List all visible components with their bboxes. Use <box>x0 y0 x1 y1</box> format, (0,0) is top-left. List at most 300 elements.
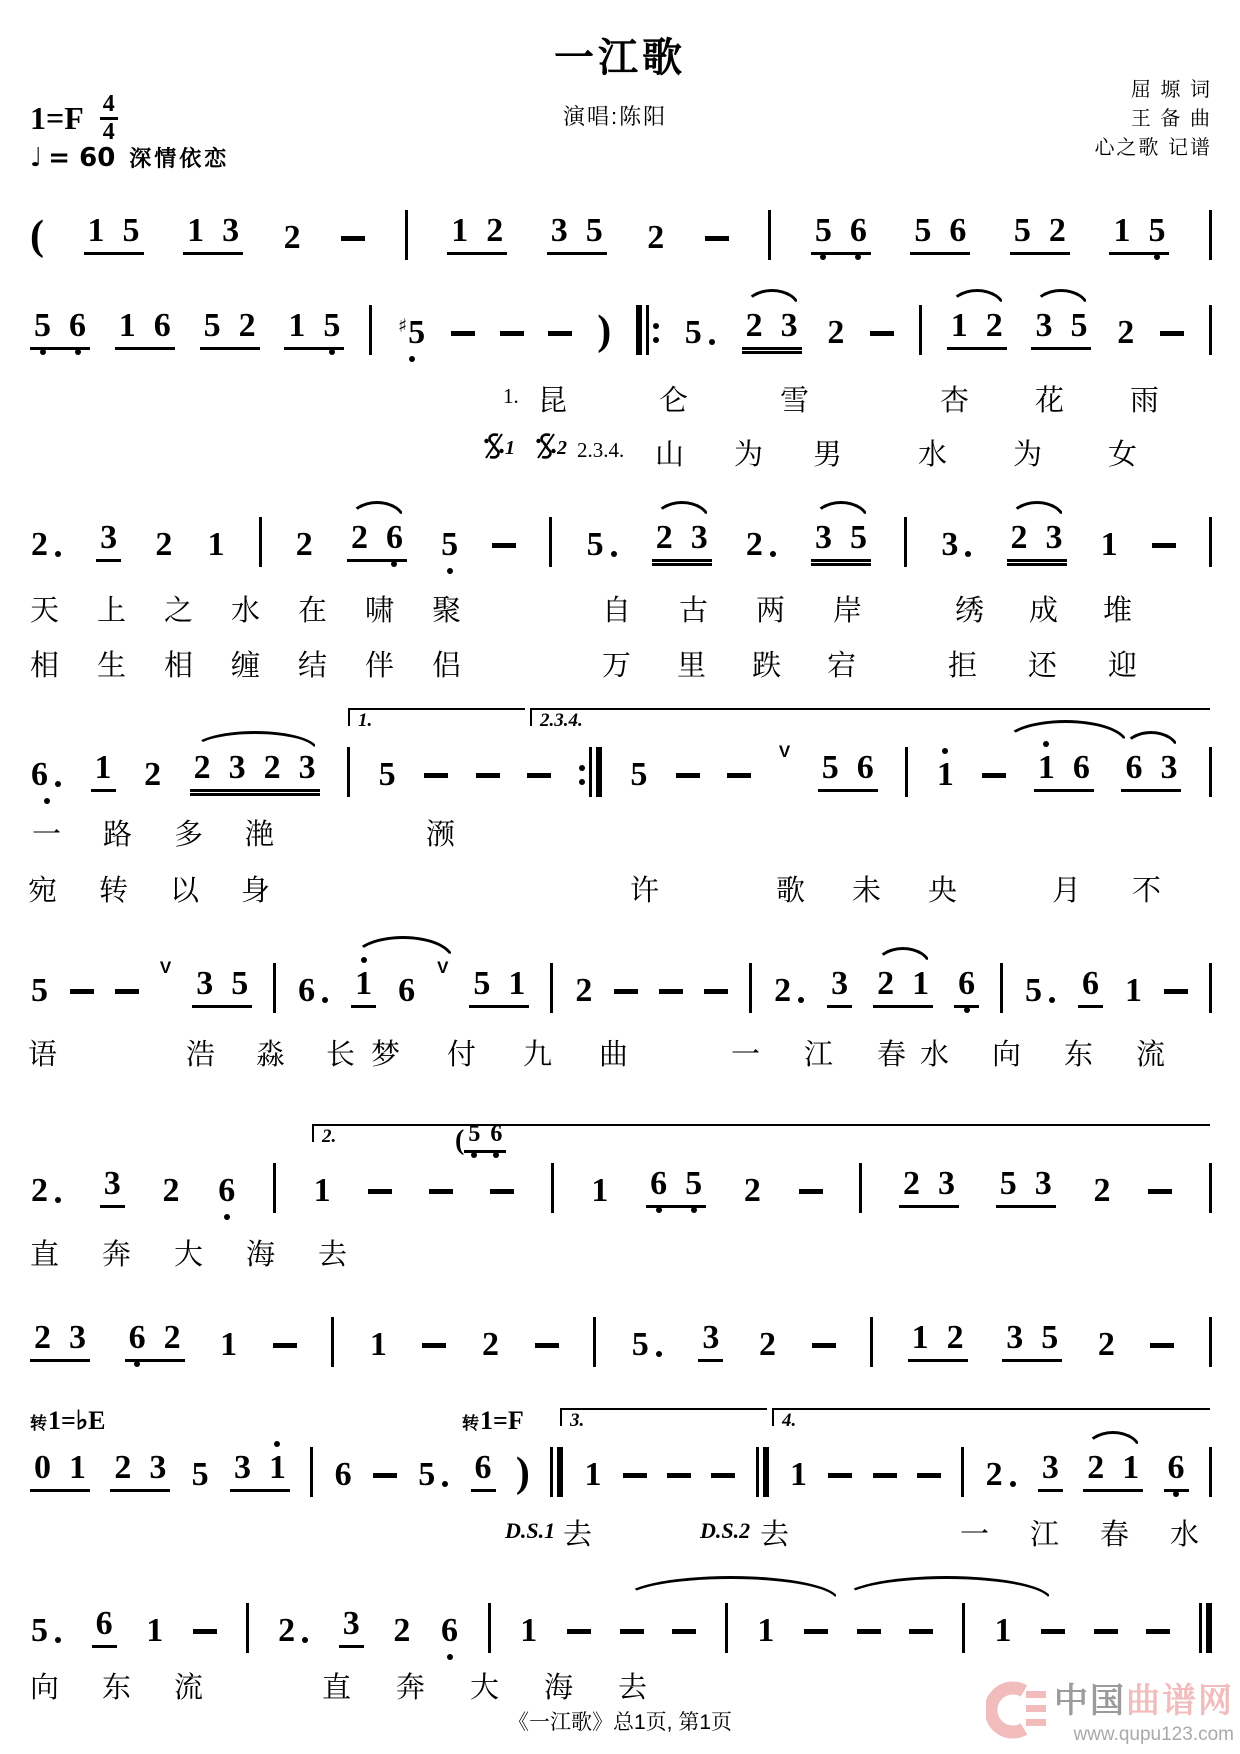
note-digit: 3 <box>780 307 798 344</box>
note <box>985 1458 1018 1492</box>
bar <box>646 305 649 355</box>
beamed-group <box>284 307 344 350</box>
note <box>228 751 247 785</box>
barline <box>1209 1447 1212 1497</box>
lyric-text: 语 <box>28 1039 58 1071</box>
barline <box>905 747 908 797</box>
augmentation-dot <box>322 997 328 1003</box>
note-digit: 3 <box>222 212 240 249</box>
slur-arc <box>352 936 454 960</box>
note <box>1048 214 1067 248</box>
duration-dash <box>873 1473 897 1478</box>
beamed-group <box>910 212 970 255</box>
note <box>1081 967 1100 1001</box>
lyric-line <box>0 588 1240 626</box>
duration-dash <box>70 989 94 994</box>
note-digit: 6 <box>153 307 171 344</box>
note-digit: 3 <box>233 1449 251 1486</box>
segno-number: 1 <box>505 437 515 459</box>
note-digit: 3 <box>149 1449 167 1486</box>
note <box>950 309 969 343</box>
beamed-group <box>96 519 121 562</box>
note <box>186 214 205 248</box>
lyric-text: D.S.1 <box>505 1518 556 1543</box>
note-digit: 6 <box>298 972 316 1009</box>
duration-dash <box>623 1473 647 1478</box>
lyric-line <box>0 1232 1240 1270</box>
segno-icon <box>483 432 515 460</box>
barline <box>405 210 408 260</box>
barline <box>749 963 752 1013</box>
duration-dash <box>711 1473 735 1478</box>
note-digit: 6 <box>218 1172 236 1209</box>
lyric-line <box>0 1512 1240 1550</box>
note-digit: 2 <box>985 307 1003 344</box>
duration-dash <box>1160 331 1184 336</box>
beamed-slur-group <box>347 519 407 562</box>
lyric-text: 许 <box>630 875 660 907</box>
note <box>369 1328 388 1362</box>
lyric-text: 杏花雨 <box>940 385 1226 417</box>
note <box>773 974 806 1008</box>
note-digit: 2 <box>31 526 48 563</box>
note-digit: 2 <box>482 1326 500 1363</box>
note-digit: 1 <box>757 1612 775 1649</box>
beamed-group <box>827 965 852 1008</box>
note-digit: 1 <box>69 1449 86 1486</box>
beamed-group <box>230 1449 290 1492</box>
lyric-text: 一江春 <box>960 1519 1171 1551</box>
note-digit: 5 <box>1041 1319 1059 1356</box>
note <box>68 309 87 343</box>
bar <box>596 747 602 797</box>
dot <box>653 337 659 343</box>
note <box>1005 1321 1024 1355</box>
lyric-text: 一路多滟 <box>32 819 317 851</box>
note-digit: 5 <box>418 1456 436 1493</box>
note-digit: 2 <box>283 219 301 256</box>
lyric-text: 山为男 <box>655 439 893 471</box>
barline <box>1000 963 1003 1013</box>
note <box>233 1451 252 1485</box>
modulation-prefix: 转 <box>462 1414 479 1433</box>
note-digit: 1 <box>584 1456 602 1493</box>
note <box>583 1458 602 1492</box>
note-digit: 1 <box>187 212 205 249</box>
note <box>1024 974 1057 1008</box>
key-change-label: 转1=F <box>462 1406 524 1435</box>
note <box>350 521 369 555</box>
note <box>814 214 833 248</box>
note <box>342 1607 361 1641</box>
note-digit: 2 <box>877 965 895 1002</box>
note <box>68 1321 87 1355</box>
note-digit: 1 <box>994 1612 1012 1649</box>
note <box>467 1122 481 1146</box>
note <box>957 967 976 1001</box>
note-digit: 3 <box>1006 1319 1024 1356</box>
note <box>1045 521 1064 555</box>
tempo-value: = 60 <box>48 142 116 173</box>
note <box>238 309 257 343</box>
note-digit: 2 <box>1048 212 1066 249</box>
lyric-text: 向东流 <box>30 1672 247 1704</box>
lyric-text: 自古两岸 <box>602 595 911 627</box>
note <box>217 1174 236 1208</box>
duration-dash <box>1148 1189 1172 1194</box>
note-digit: 2 <box>263 749 281 786</box>
note <box>519 1614 538 1648</box>
duration-dash <box>812 1343 836 1348</box>
beamed-slur-group <box>1121 749 1181 792</box>
bar <box>589 747 592 797</box>
duration-dash <box>909 1629 933 1634</box>
score-line <box>30 300 1212 354</box>
note-digit: 1 <box>950 307 968 344</box>
note-digit: 5 <box>1148 212 1166 249</box>
barline <box>725 1603 728 1653</box>
barline <box>550 963 553 1013</box>
note-digit: 5 <box>914 212 932 249</box>
note-digit: 3 <box>938 1165 956 1202</box>
score-line <box>30 512 1212 562</box>
note <box>417 1458 450 1492</box>
lyric-text: 天上之水在啸聚 <box>30 595 500 627</box>
augmentation-dot <box>709 339 715 345</box>
note <box>334 1458 353 1492</box>
composer-credit: 王 备 曲 <box>1130 108 1212 130</box>
note-digit: 1 <box>313 1172 331 1209</box>
note-digit: 3 <box>1035 307 1053 344</box>
note-digit: 1 <box>520 1612 538 1649</box>
note-digit: 1 <box>146 1612 164 1649</box>
note <box>30 1174 63 1208</box>
note-digit: 6 <box>128 1319 146 1356</box>
note <box>154 528 173 562</box>
note-digit: 1 <box>369 1326 387 1363</box>
note-digit: 2 <box>743 1172 761 1209</box>
note-digit: 3 <box>1160 749 1178 786</box>
beamed-slur-group <box>947 307 1007 350</box>
note <box>191 1458 210 1492</box>
beamed-group <box>464 1120 506 1153</box>
note-digit: 6 <box>31 756 48 793</box>
note-digit: 5 <box>586 526 604 563</box>
note <box>826 316 845 350</box>
barline <box>1209 210 1212 260</box>
note-digit: 5 <box>1070 307 1088 344</box>
double-barline <box>756 1447 769 1497</box>
expression-text: 深情依恋 <box>129 146 230 171</box>
lyric-text: D.S.2 <box>700 1518 751 1543</box>
barline <box>593 1317 596 1367</box>
note <box>203 309 222 343</box>
note-digit: 3 <box>1041 1449 1059 1486</box>
note <box>1147 214 1166 248</box>
beamed-slur-group <box>190 749 320 792</box>
note-digit: 5 <box>378 756 396 793</box>
note <box>118 309 137 343</box>
note <box>1034 1167 1053 1201</box>
beamed-group <box>811 212 871 255</box>
note <box>30 1614 63 1648</box>
note-digit: 2 <box>278 1612 296 1649</box>
note <box>113 1451 132 1485</box>
note-digit: 1 <box>936 756 954 793</box>
volta-bracket <box>772 1408 1210 1431</box>
lyric-text: 宛转以身 <box>28 875 313 907</box>
note <box>277 1614 310 1648</box>
beamed-group <box>110 1449 170 1492</box>
augmentation-dot <box>1049 997 1055 1003</box>
note-digit: 1 <box>355 965 373 1002</box>
lyric-line <box>0 812 1240 850</box>
lyric-line <box>0 868 1240 906</box>
volta-bracket <box>348 708 525 731</box>
note <box>221 214 240 248</box>
note <box>206 528 225 562</box>
note-digit: 2 <box>647 219 665 256</box>
score-line <box>30 958 1212 1008</box>
parenthesis: ) <box>597 308 612 354</box>
duration-dash <box>857 1629 881 1634</box>
volta-label: 2. <box>322 1126 337 1147</box>
key-signature-text: 1=F <box>30 100 84 137</box>
note <box>745 528 778 562</box>
note-digit: 1 <box>508 965 526 1002</box>
beamed-group <box>447 212 507 255</box>
barline <box>768 210 771 260</box>
barline <box>1209 1317 1212 1367</box>
dot <box>653 323 659 329</box>
duration-dash <box>676 773 700 778</box>
duration-dash <box>1094 1629 1118 1634</box>
note <box>756 1614 775 1648</box>
duration-dash <box>917 1473 941 1478</box>
note-digit: 6 <box>650 1165 668 1202</box>
qupu-logo-icon <box>986 1677 1048 1746</box>
barline <box>1209 305 1212 355</box>
barline <box>961 1447 964 1497</box>
duration-dash <box>341 236 365 241</box>
duration-dash <box>424 773 448 778</box>
note-digit: 2 <box>827 314 845 351</box>
repeat-dots <box>579 765 585 785</box>
note <box>789 1458 808 1492</box>
lyric-text: 浩淼长 <box>186 1039 397 1071</box>
duration-dash <box>429 1189 453 1194</box>
repeat-dots <box>653 323 659 343</box>
duration-dash <box>672 1629 696 1634</box>
lyric-text: 滪 <box>426 819 456 851</box>
duration-dash <box>614 989 638 994</box>
beamed-group <box>899 1165 959 1208</box>
bar <box>763 1447 769 1497</box>
note <box>378 758 397 792</box>
note-digit: 2 <box>745 526 763 563</box>
barline <box>1209 747 1212 797</box>
note-digit: 0 <box>34 1449 51 1486</box>
note-digit: 5 <box>31 972 48 1009</box>
note-digit: 2 <box>1117 314 1135 351</box>
barline <box>273 1163 276 1213</box>
note <box>985 309 1004 343</box>
note <box>849 521 868 555</box>
lyric-text: 水为女 <box>918 439 1204 471</box>
note-digit: 5 <box>34 307 51 344</box>
beamed-group <box>1109 212 1169 255</box>
duration-dash <box>490 1189 514 1194</box>
note <box>33 309 52 343</box>
note <box>948 214 967 248</box>
note <box>472 967 491 1001</box>
note <box>128 1321 147 1355</box>
note <box>830 967 849 1001</box>
parenthesis: ( <box>30 213 44 259</box>
volta-label: 1. <box>358 710 373 731</box>
beamed-group <box>115 307 175 350</box>
beamed-group <box>1002 1319 1062 1362</box>
volta-label: 2.3.4. <box>540 710 583 731</box>
note-digit: 3 <box>1045 519 1063 556</box>
note-digit: 2 <box>155 526 173 563</box>
note <box>585 214 604 248</box>
duration-dash <box>115 989 139 994</box>
bar <box>550 1447 553 1497</box>
note <box>646 221 665 255</box>
note-digit: 6 <box>1125 749 1143 786</box>
transcriber-credit: 心之歌 记谱 <box>1094 137 1212 159</box>
note <box>145 1614 164 1648</box>
duration-dash <box>727 773 751 778</box>
duration-dash <box>799 1189 823 1194</box>
note <box>629 758 648 792</box>
note-digit: 1 <box>790 1456 807 1493</box>
note <box>195 967 214 1001</box>
score-line <box>30 205 1212 259</box>
segno-number: 2 <box>557 437 567 459</box>
score-line <box>30 742 1212 792</box>
note-digit: 5 <box>684 314 702 351</box>
note <box>33 1321 52 1355</box>
note-digit: 2 <box>946 1319 964 1356</box>
beamed-group <box>192 965 252 1008</box>
bar <box>1206 1603 1212 1653</box>
note <box>758 1328 777 1362</box>
note <box>385 521 404 555</box>
breath-mark: V <box>778 742 791 761</box>
beamed-slur-group <box>1007 519 1067 562</box>
duration-dash <box>620 1629 644 1634</box>
duration-dash <box>500 331 524 336</box>
note-digit: 5 <box>323 307 341 344</box>
barline <box>1209 1163 1212 1213</box>
note <box>1097 1328 1116 1362</box>
note-digit: 2 <box>575 972 593 1009</box>
beamed-group <box>1038 1449 1063 1492</box>
note-digit: 2 <box>903 1165 921 1202</box>
note-digit: 5 <box>999 1165 1017 1202</box>
note-digit: 6 <box>474 1449 492 1486</box>
note <box>219 1328 238 1362</box>
beamed-group <box>183 212 243 255</box>
lyric-line <box>0 432 1240 470</box>
note <box>946 1321 965 1355</box>
note-digit: 6 <box>1072 749 1090 786</box>
note <box>1124 751 1143 785</box>
note <box>485 214 504 248</box>
note-digit: 6 <box>849 212 867 249</box>
note <box>268 1451 287 1485</box>
beamed-group <box>1164 1449 1189 1492</box>
note <box>322 309 341 343</box>
note-digit: 5 <box>408 314 426 351</box>
note <box>143 758 162 792</box>
barline <box>870 1317 873 1367</box>
note-digit: 5 <box>1013 212 1031 249</box>
lyricist-credit: 屈 塬 词 <box>1130 79 1212 101</box>
song-title: 一江歌 <box>554 36 686 80</box>
note-digit: 6 <box>949 212 967 249</box>
note-digit: 6 <box>95 1605 113 1642</box>
note-digit: 6 <box>441 1612 458 1649</box>
double-barline <box>550 1447 563 1497</box>
note <box>397 974 416 1008</box>
note <box>153 309 172 343</box>
note <box>994 1614 1013 1648</box>
note-digit: 2 <box>163 1319 181 1356</box>
note <box>745 309 764 343</box>
repeat-start-barline <box>636 305 659 355</box>
note <box>913 214 932 248</box>
beamed-group <box>91 749 116 792</box>
note-digit: 6 <box>958 965 976 1002</box>
note-digit: 6 <box>69 307 86 344</box>
note <box>161 1174 180 1208</box>
time-signature-bottom: 4 <box>102 119 115 146</box>
tempo-marking <box>30 142 229 173</box>
note <box>1116 316 1135 350</box>
note-digit: 5 <box>468 1121 481 1147</box>
note <box>474 1451 493 1485</box>
note <box>701 1321 720 1355</box>
barline <box>246 1603 249 1653</box>
note <box>440 528 459 562</box>
duration-dash <box>705 236 729 241</box>
note-digit: 1 <box>220 1326 238 1363</box>
note <box>849 214 868 248</box>
beamed-group <box>1034 749 1094 792</box>
beamed-group <box>351 965 376 1008</box>
note <box>122 214 141 248</box>
note <box>684 1167 703 1201</box>
note <box>911 1321 930 1355</box>
lyric-text: 歌未央 <box>776 875 1005 907</box>
dot <box>579 765 585 771</box>
note <box>283 221 302 255</box>
augmentation-dot <box>302 1637 308 1643</box>
volta-label: 3. <box>570 1410 585 1431</box>
note <box>1040 1321 1059 1355</box>
note <box>489 1122 503 1146</box>
note-digit: 5 <box>441 526 459 563</box>
beamed-group <box>469 965 529 1008</box>
duration-dash <box>422 1343 446 1348</box>
duration-dash <box>982 773 1006 778</box>
note-digit: 3 <box>690 519 708 556</box>
barline <box>369 305 372 355</box>
note-digit: 3 <box>941 526 959 563</box>
